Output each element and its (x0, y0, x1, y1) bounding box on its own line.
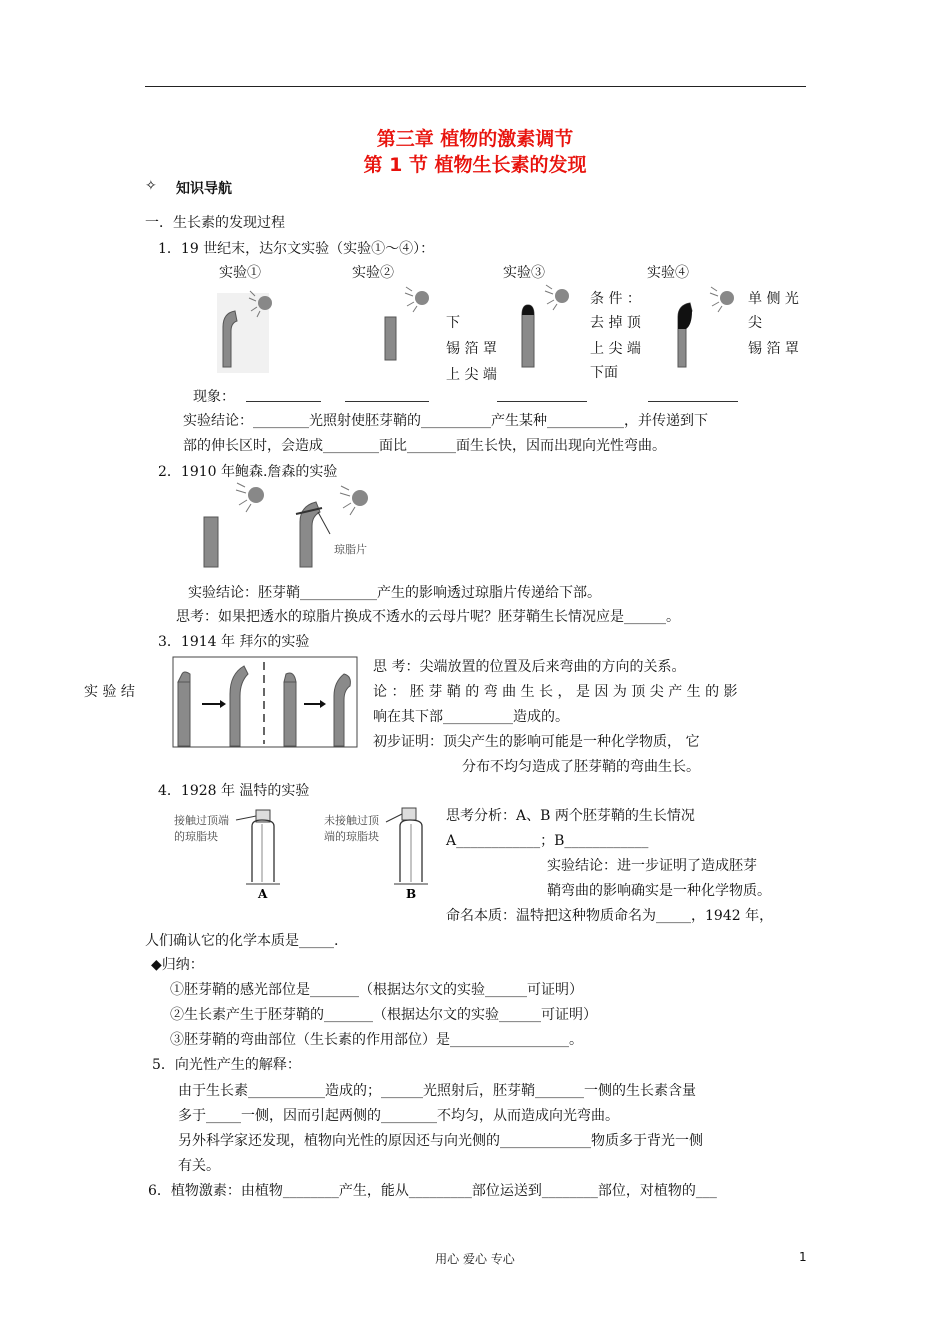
nav-heading: 知识导航 (176, 181, 232, 197)
exp1-label: 实验① (219, 265, 261, 281)
paal-left-text: 实 验 结 (84, 684, 135, 700)
exp3-note-1: 条 件 ： (590, 291, 641, 307)
boysen-conclusion: 实验结论：胚芽鞘___________产生的影响透过琼脂片传递给下部。 (188, 585, 601, 601)
diamond-icon: ✧ (145, 178, 157, 194)
went-label-b-1: 未接触过顶 (324, 814, 379, 827)
exp2-label: 实验② (352, 265, 394, 281)
phenomenon-blank-2 (345, 401, 429, 402)
phototropism-line-2: 多于_____一侧，因而引起两侧的________不均匀，从而造成向光弯曲。 (178, 1108, 619, 1124)
went-label-a-2: 的琼脂块 (174, 830, 218, 843)
darwin-conclusion-1: 实验结论：________光照射使胚芽鞘的__________产生某种___________，并传递到下 (183, 413, 708, 429)
exp3-note-3: 上 尖 端 (590, 341, 641, 357)
hormone-line-1: 6．植物激素：由植物________产生，能从_________部位运送到________部位，对植物的___ (148, 1183, 717, 1199)
went-line-3: 实验结论：进一步证明了造成胚芽 (547, 858, 757, 874)
paal-line-5: 分布不均匀造成了胚芽鞘的弯曲生长。 (462, 759, 700, 775)
went-label-b-2: 端的琼脂块 (324, 830, 379, 843)
section-title: 第 1 节 植物生长素的发现 (363, 154, 587, 176)
chapter-title: 第三章 植物的激素调节 (376, 128, 574, 150)
darwin-figure-4 (672, 285, 742, 375)
agar-label: 琼脂片 (334, 543, 367, 556)
exp3-note-2: 去 掉 顶 (590, 315, 641, 331)
darwin-figure-1 (215, 285, 275, 375)
boysen-heading: 2．1910 年鲍森.詹森的实验 (158, 464, 338, 480)
darwin-heading: 1．19 世纪末，达尔文实验（实验①～④）： (158, 241, 435, 257)
boysen-think: 思考：如果把透水的琼脂片换成不透水的云母片呢？胚芽鞘生长情况应是______。 (176, 609, 680, 625)
went-letter-b: B (406, 887, 417, 901)
paal-line-1: 思 考：尖端放置的位置及后来弯曲的方向的关系。 (373, 659, 686, 675)
exp3-note-4: 下面 (590, 365, 618, 381)
exp4-note-2: 尖 (748, 315, 762, 331)
darwin-conclusion-2: 部的伸长区时，会造成________面比_______面生长快，因而出现向光性弯曲。 (183, 438, 666, 454)
header-rule (145, 86, 806, 87)
went-label-a-1: 接触过顶端 (174, 814, 229, 827)
exp3-label: 实验③ (503, 265, 545, 281)
went-heading: 4．1928 年 温特的实验 (158, 783, 310, 799)
went-line-2: A____________；B____________ (446, 833, 649, 849)
phototropism-line-4: 有关。 (178, 1158, 220, 1174)
paal-figure (172, 656, 358, 748)
went-line-6: 人们确认它的化学本质是_____. (145, 933, 339, 949)
page-number: 1 (799, 1250, 807, 1264)
summary-heading: ◆归纳： (151, 957, 204, 973)
phenomenon-blank-3 (497, 401, 587, 402)
phenomenon-label: 现象： (193, 389, 235, 405)
exp2-note-2: 锡 箔 罩 (446, 341, 497, 357)
phototropism-line-1: 由于生长素___________造成的；______光照射后，胚芽鞘_______一侧的生长素含量 (178, 1083, 696, 1099)
footer-text: 用心 爱心 专心 (435, 1252, 515, 1266)
boysen-figure (200, 484, 390, 574)
darwin-figure-3 (518, 285, 578, 375)
exp4-note-3: 锡 箔 罩 (748, 341, 799, 357)
went-letter-a: A (258, 887, 268, 901)
summary-item-1: ①胚芽鞘的感光部位是_______（根据达尔文的实验______可证明） (170, 982, 583, 998)
paal-line-2: 论 ： 胚 芽 鞘 的 弯 曲 生 长 ， 是 因 为 顶 尖 产 生 的 影 (373, 684, 738, 700)
darwin-figure-2 (380, 285, 440, 365)
went-line-4: 鞘弯曲的影响确实是一种化学物质。 (547, 883, 771, 899)
exp4-label: 实验④ (647, 265, 689, 281)
phototropism-heading: 5．向光性产生的解释： (152, 1057, 301, 1073)
phenomenon-blank-4 (648, 401, 738, 402)
went-line-5: 命名本质：温特把这种物质命名为_____，1942 年， (446, 908, 774, 924)
exp2-note-3: 上 尖 端 (446, 367, 497, 383)
went-figure (172, 800, 442, 902)
paal-heading: 3．1914 年 拜尔的实验 (158, 634, 310, 650)
phototropism-line-3: 另外科学家还发现，植物向光性的原因还与向光侧的_____________物质多于背光一侧 (178, 1133, 703, 1149)
exp2-note-1: 下 (446, 315, 460, 331)
phenomenon-blank-1 (246, 401, 321, 402)
went-line-1: 思考分析：A、B 两个胚芽鞘的生长情况 (446, 808, 695, 824)
paal-line-4: 初步证明：顶尖产生的影响可能是一种化学物质， 它 (373, 734, 700, 750)
paal-line-3: 响在其下部__________造成的。 (373, 709, 569, 725)
part1-heading: 一．生长素的发现过程 (145, 215, 285, 231)
summary-item-3: ③胚芽鞘的弯曲部位（生长素的作用部位）是_________________。 (170, 1032, 583, 1048)
summary-item-2: ②生长素产生于胚芽鞘的_______（根据达尔文的实验______可证明） (170, 1007, 597, 1023)
exp4-note-1: 单 侧 光 (748, 291, 799, 307)
